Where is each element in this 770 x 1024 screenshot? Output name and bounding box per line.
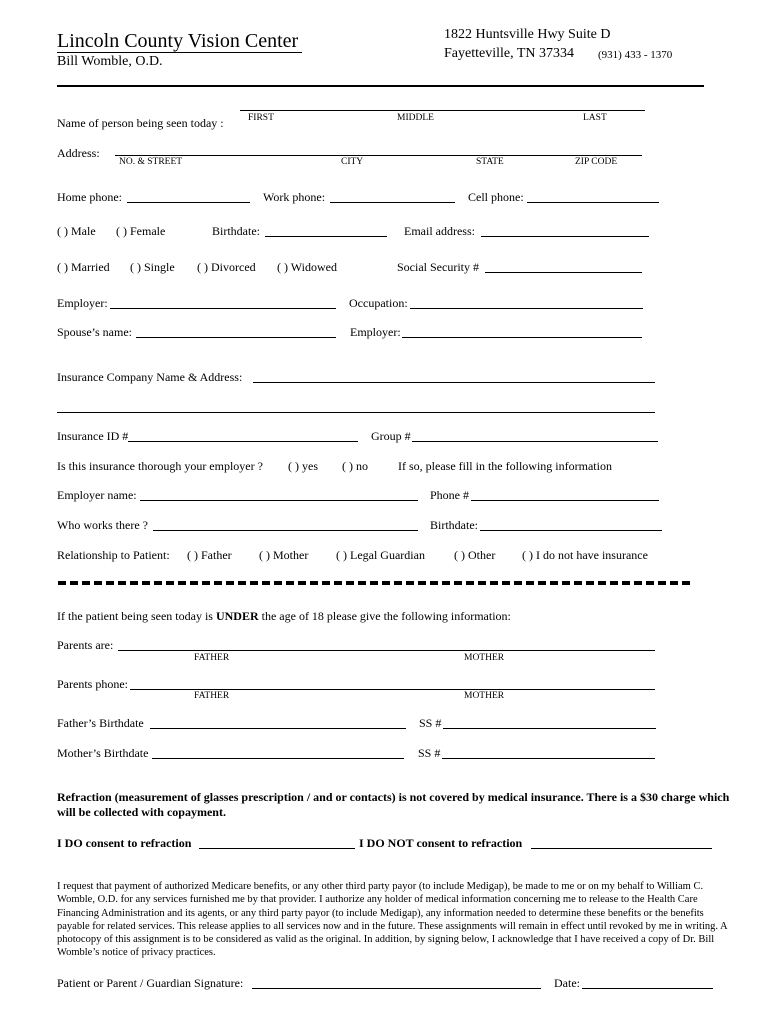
who-birthdate-label: Birthdate: xyxy=(430,518,478,532)
parents-phone-field[interactable] xyxy=(130,689,655,690)
title-underline xyxy=(57,52,302,53)
date-label: Date: xyxy=(554,976,580,990)
signature-field[interactable] xyxy=(252,988,541,989)
work-phone-field[interactable] xyxy=(330,202,455,203)
if-so-note: If so, please fill in the following information xyxy=(398,459,612,473)
employer-name-field[interactable] xyxy=(140,500,418,501)
relationship-mother-checkbox[interactable]: ( ) Mother xyxy=(259,548,309,562)
widowed-checkbox[interactable]: ( ) Widowed xyxy=(277,260,337,274)
father-ss-label: SS # xyxy=(419,716,442,730)
name-sublabel-middle: MIDDLE xyxy=(397,113,434,123)
group-label: Group # xyxy=(371,429,411,443)
home-phone-label: Home phone: xyxy=(57,190,122,204)
single-checkbox[interactable]: ( ) Single xyxy=(130,260,175,274)
parents-names-field[interactable] xyxy=(118,650,655,651)
address-line-2: Fayetteville, TN 37334 xyxy=(444,46,574,61)
spouse-employer-label: Employer: xyxy=(350,325,401,339)
father-birthdate-field[interactable] xyxy=(150,728,406,729)
consent-refraction-label: I DO consent to refraction xyxy=(57,836,192,850)
ssn-label: Social Security # xyxy=(397,260,479,274)
email-label: Email address: xyxy=(404,224,475,238)
name-field[interactable] xyxy=(240,110,645,111)
date-field[interactable] xyxy=(582,988,713,989)
father-birthdate-label: Father’s Birthdate xyxy=(57,716,144,730)
employer-phone-label: Phone # xyxy=(430,488,469,502)
relationship-none-checkbox[interactable]: ( ) I do not have insurance xyxy=(522,548,648,562)
address-line-1: 1822 Huntsville Hwy Suite D xyxy=(444,27,611,42)
header-divider xyxy=(57,85,704,87)
parents-phone-label: Parents phone: xyxy=(57,677,128,691)
mother-birthdate-field[interactable] xyxy=(152,758,404,759)
no-consent-refraction-label: I DO NOT consent to refraction xyxy=(359,836,523,850)
occupation-label: Occupation: xyxy=(349,296,408,310)
no-checkbox[interactable]: ( ) no xyxy=(342,459,368,473)
address-sublabel-state: STATE xyxy=(476,157,504,167)
birthdate-field[interactable] xyxy=(265,236,387,237)
clinic-name: Lincoln County Vision Center xyxy=(57,30,299,52)
relationship-guardian-checkbox[interactable]: ( ) Legal Guardian xyxy=(336,548,425,562)
minor-intro xyxy=(57,610,511,622)
relationship-other-checkbox[interactable]: ( ) Other xyxy=(454,548,496,562)
mother-ss-label: SS # xyxy=(418,746,441,760)
divorced-checkbox[interactable]: ( ) Divorced xyxy=(197,260,256,274)
signature-label: Patient or Parent / Guardian Signature: xyxy=(57,976,244,990)
minor-intro-pre: If the patient being seen today is xyxy=(57,609,216,623)
email-field[interactable] xyxy=(481,236,649,237)
who-birthdate-field[interactable] xyxy=(480,530,662,531)
insurance-id-label: Insurance ID # xyxy=(57,429,129,443)
section-divider xyxy=(58,581,690,585)
employer-name-label: Employer name: xyxy=(57,488,137,502)
home-phone-field[interactable] xyxy=(127,202,250,203)
male-checkbox[interactable]: ( ) Male xyxy=(57,224,96,238)
address-field[interactable] xyxy=(115,155,642,156)
address-sublabel-street: NO. & STREET xyxy=(119,157,183,167)
parents-father-sublabel: FATHER xyxy=(194,653,230,663)
who-works-field[interactable] xyxy=(153,530,418,531)
parents-are-label: Parents are: xyxy=(57,638,114,652)
name-sublabel-last: LAST xyxy=(583,113,607,123)
insurance-company-field[interactable] xyxy=(253,382,655,383)
insurance-address-field[interactable] xyxy=(57,412,655,413)
birthdate-label: Birthdate: xyxy=(212,224,260,238)
employer-label: Employer: xyxy=(57,296,108,310)
relationship-label: Relationship to Patient: xyxy=(57,548,170,562)
insurance-company-label: Insurance Company Name & Address: xyxy=(57,370,243,384)
mother-birthdate-label: Mother’s Birthdate xyxy=(57,746,149,760)
ssn-field[interactable] xyxy=(485,272,642,273)
authorization-text: I request that payment of authorized Medicare benefits, or any other third party payor (to include Medigap), be made to me or on my behalf to William C. Womble, O.D. for any services furnished me by that provider. I authorize any holder of medical information concerning me to release to the Health Care Financing Administration and its agents, or any third party payor (to include Medigap), any information needed to determine these benefits or the benefits payable for related services. This release applies to all services now and in the future. These assignments will remain in effect until revoked by me in writing. A photocopy of this assignment is to be considered as valid as the original. In addition, by signing below, I acknowledge that I have received a copy of Dr. Bill Womble’s notice of privacy practices. xyxy=(57,881,728,959)
doctor-name: Bill Womble, O.D. xyxy=(57,54,163,69)
married-checkbox[interactable]: ( ) Married xyxy=(57,260,110,274)
cell-phone-field[interactable] xyxy=(527,202,659,203)
mother-ss-field[interactable] xyxy=(442,758,655,759)
employer-phone-field[interactable] xyxy=(471,500,659,501)
who-works-label: Who works there ? xyxy=(57,518,148,532)
female-checkbox[interactable]: ( ) Female xyxy=(116,224,166,238)
group-field[interactable] xyxy=(412,441,658,442)
work-phone-label: Work phone: xyxy=(263,190,326,204)
occupation-field[interactable] xyxy=(410,308,643,309)
insurance-id-field[interactable] xyxy=(128,441,358,442)
phone-father-sublabel: FATHER xyxy=(194,691,230,701)
phone-mother-sublabel: MOTHER xyxy=(464,691,505,701)
clinic-phone: (931) 433 - 1370 xyxy=(598,49,673,61)
name-label: Name of person being seen today : xyxy=(57,116,224,130)
minor-intro-post: the age of 18 please give the following information: xyxy=(258,609,511,623)
no-consent-refraction-field[interactable] xyxy=(531,848,712,849)
minor-intro-bold: UNDER xyxy=(215,609,259,623)
spouse-name-label: Spouse’s name: xyxy=(57,325,132,339)
father-ss-field[interactable] xyxy=(443,728,656,729)
cell-phone-label: Cell phone: xyxy=(468,190,524,204)
consent-refraction-field[interactable] xyxy=(199,848,355,849)
name-sublabel-first: FIRST xyxy=(248,113,274,123)
spouse-name-field[interactable] xyxy=(136,337,336,338)
relationship-father-checkbox[interactable]: ( ) Father xyxy=(187,548,232,562)
yes-checkbox[interactable]: ( ) yes xyxy=(288,459,318,473)
address-label: Address: xyxy=(57,146,100,160)
through-employer-question: Is this insurance thorough your employer ? xyxy=(57,459,263,473)
parents-mother-sublabel: MOTHER xyxy=(464,653,505,663)
address-sublabel-city: CITY xyxy=(341,157,364,167)
address-sublabel-zip: ZIP CODE xyxy=(575,157,618,167)
spouse-employer-field[interactable] xyxy=(402,337,642,338)
employer-field[interactable] xyxy=(110,308,336,309)
refraction-notice: Refraction (measurement of glasses prescription / and or contacts) is not covered by medical insurance. There is a $30 charge which will be collected with copayment. xyxy=(57,790,730,819)
